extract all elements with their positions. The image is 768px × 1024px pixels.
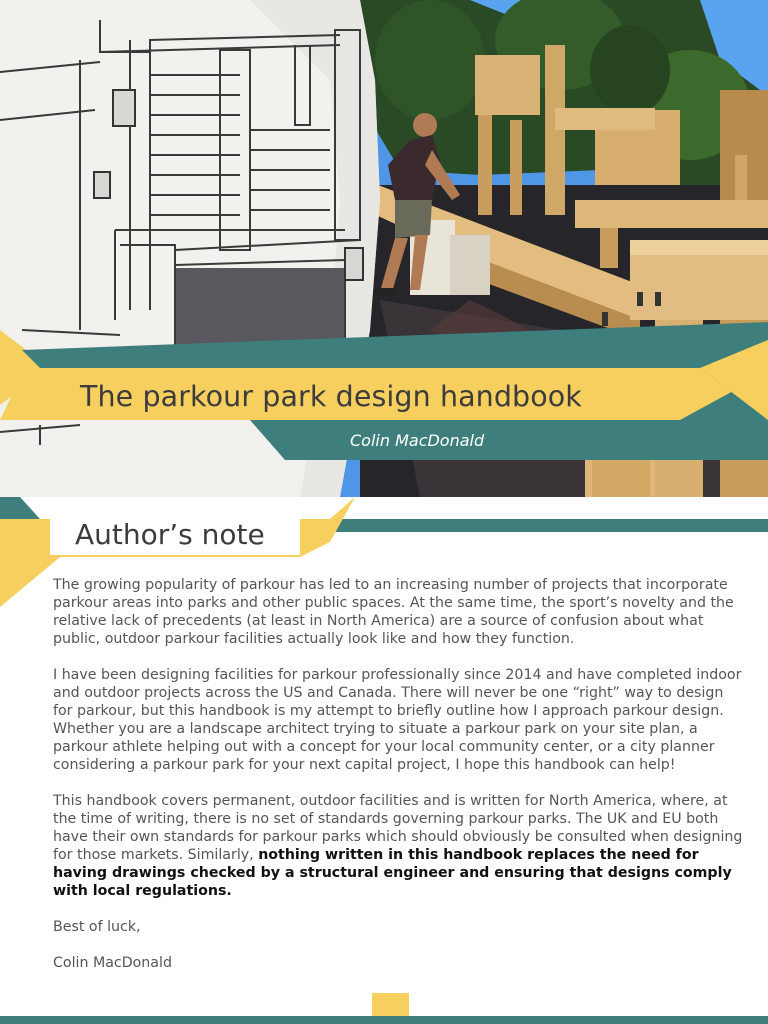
page-tab [372, 993, 409, 1016]
section-heading: Author’s note [75, 518, 265, 551]
paragraph-text: This handbook covers permanent, outdoor facilities and is written for North America, where, at the time of writing, there is no set of standards governing parkour parks. The UK and EU both have their own standards for parkour parks which should obviously be consulted when designing for those markets. Similarly, [53, 793, 743, 863]
author-name: Colin MacDonald [350, 431, 485, 450]
emphasis-text: nothing written in this handbook replaces the need for having drawings checked by a structural engineer and ensuring that designs comply with local regulations. [53, 847, 732, 899]
hero-image [0, 0, 768, 497]
footer-bar [0, 993, 768, 1024]
hero-section [0, 0, 768, 497]
closing: Best of luck, [53, 919, 141, 935]
signature: Colin MacDonald [53, 955, 172, 971]
page-title: The parkour park design handbook [80, 380, 582, 413]
paragraph: I have been designing facilities for parkour professionally since 2014 and have completed indoor and outdoor projects across the US and Canada. There will never be one “right” way to design for parkour, but this handbook is my attempt to briefly outline how I approach parkour design. Whether you are a landscape architect trying to situate a parkour park on your site plan, a parkour athlete helping out with a concept for your local community center, or a city planner considering a parkour park for your next capital project, I hope this handbook can help! [53, 667, 742, 773]
paragraph: The growing popularity of parkour has led to an increasing number of projects that incorporate parkour areas into parks and other public spaces. At the same time, the sport’s novelty and the relative lack of precedents (at least in North America) are a source of confusion about what public, outdoor parkour facilities actually look like and how they function. [53, 577, 734, 647]
paragraph [53, 792, 743, 900]
author-note-body [53, 576, 743, 990]
